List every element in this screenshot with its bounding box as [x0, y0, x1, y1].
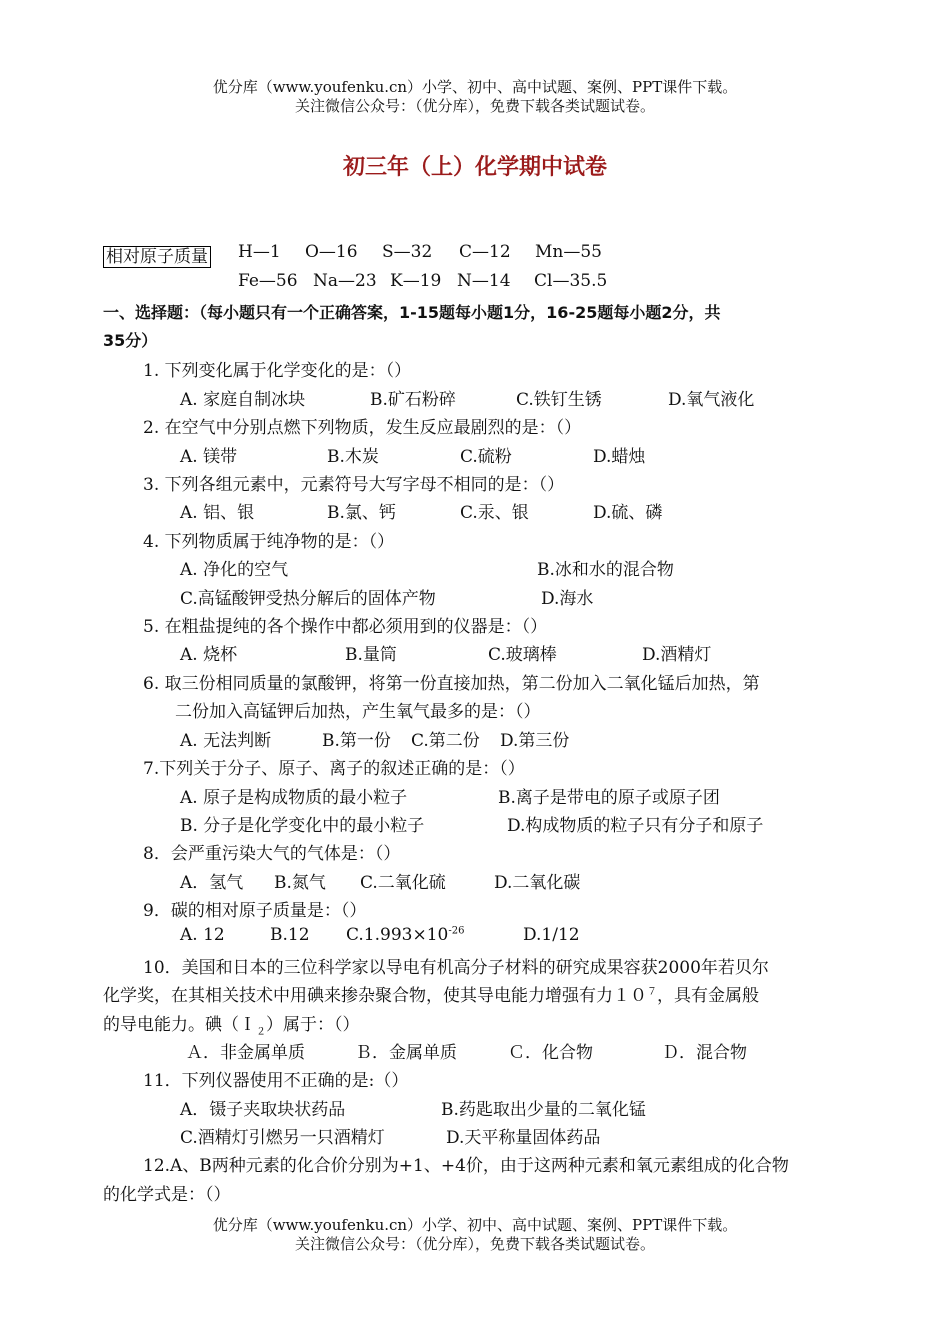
q9-stem: 9．碳的相对原子质量是：（）: [143, 901, 367, 921]
q3-option-b: B.氯、钙: [327, 503, 396, 523]
q11-option-c: C.酒精灯引燃另一只酒精灯: [180, 1128, 385, 1148]
page-title: 初三年（上）化学期中试卷: [342, 155, 607, 180]
atomic-mass-label: 相对原子质量: [103, 242, 211, 267]
atomic-mass-o: O—16: [305, 242, 358, 262]
q4-option-b: B.冰和水的混合物: [537, 560, 674, 580]
q9-option-a: A. 12: [180, 925, 225, 945]
atomic-mass-h: H—1: [238, 242, 281, 262]
q10-option-d: Ｄ．混合物: [662, 1043, 747, 1063]
q4-option-d: D.海水: [541, 589, 594, 609]
atomic-mass-fe: Fe—56: [238, 271, 298, 291]
q6-option-c: C.第二份: [411, 731, 480, 751]
q7-stem: 7.下列关于分子、原子、离子的叙述正确的是：（）: [143, 759, 525, 779]
q3-option-a: A. 铝、银: [180, 503, 255, 523]
q10-line-3: 的导电能力。碘（Ｉ$_2$）属于：（）: [103, 1015, 360, 1038]
atomic-mass-c: C—12: [459, 242, 511, 262]
q1-option-c: C.铁钉生锈: [516, 390, 602, 410]
q4-stem: 4. 下列物质属于纯净物的是：（）: [143, 532, 395, 552]
atomic-mass-na: Na—23: [313, 271, 377, 291]
q3-option-c: C.汞、银: [460, 503, 529, 523]
atomic-mass-cl: Cl—35.5: [534, 271, 608, 291]
q8-option-c: C.二氧化硫: [360, 873, 446, 893]
q1-option-a: A. 家庭自制冰块: [180, 390, 306, 410]
atomic-mass-n: N—14: [457, 271, 511, 291]
q10-superscript: ７: [647, 986, 657, 998]
q11-option-b: B.药匙取出少量的二氧化锰: [441, 1100, 646, 1120]
q11-option-a: A．镊子夹取块状药品: [180, 1100, 346, 1120]
q2-option-a: A. 镁带: [180, 447, 238, 467]
q6-option-b: B.第一份: [322, 731, 391, 751]
q6-stem-line-1: 6. 取三份相同质量的氯酸钾，将第一份直接加热，第二份加入二氧化锰后加热，第: [143, 674, 760, 694]
header-line-1: 优分库（www.youfenku.cn）小学、初中、高中试题、案例、PPT课件下载。: [212, 78, 738, 96]
q5-option-d: D.酒精灯: [642, 645, 712, 665]
q2-option-b: B.木炭: [327, 447, 379, 467]
q12-line-2: 的化学式是：（）: [103, 1185, 231, 1205]
q10-line-1: 10．美国和日本的三位科学家以导电有机高分子材料的研究成果容获2000年若贝尔: [143, 958, 769, 978]
q8-option-a: A．氢气: [180, 873, 244, 893]
q1-option-b: B.矿石粉碎: [370, 390, 456, 410]
q10-option-c: Ｃ．化合物: [508, 1043, 593, 1063]
q10-line-2: 化学奖，在其相关技术中用碘来掺杂聚合物，使其导电能力增强有力$10^7$，具有金属般: [103, 986, 759, 1006]
q5-option-a: A. 烧杯: [180, 645, 238, 665]
q7-option-d: D.构成物质的粒子只有分子和原子: [507, 816, 764, 836]
footer-line-1: 优分库（www.youfenku.cn）小学、初中、高中试题、案例、PPT课件下载。: [212, 1216, 738, 1234]
q3-stem: 3. 下列各组元素中，元素符号大写字母不相同的是：（）: [143, 475, 565, 495]
q4-option-c: C.高锰酸钾受热分解后的固体产物: [180, 589, 436, 609]
header-line-2: 关注微信公众号：（优分库），免费下载各类试题试卷。: [294, 97, 655, 115]
q2-option-c: C.硫粉: [460, 447, 512, 467]
q11-stem: 11．下列仪器使用不正确的是:（）: [143, 1071, 409, 1091]
q3-option-d: D.硫、磷: [593, 503, 663, 523]
q8-stem: 8．会严重污染大气的气体是：（）: [143, 844, 401, 864]
q4-option-a: A. 净化的空气: [180, 560, 289, 580]
q9-option-b: B.12: [270, 925, 310, 945]
q6-stem-line-2: 二份加入高锰钾后加热，产生氧气最多的是：（）: [175, 702, 541, 722]
q2-stem: 2. 在空气中分别点燃下列物质，发生反应最剧烈的是：（）: [143, 418, 582, 438]
atomic-mass-s: S—32: [382, 242, 433, 262]
q5-stem: 5. 在粗盐提纯的各个操作中都必须用到的仪器是：（）: [143, 617, 548, 637]
atomic-mass-k: K—19: [390, 271, 442, 291]
q7-option-c: B. 分子是化学变化中的最小粒子: [180, 816, 425, 836]
q11-option-d: D.天平称量固体药品: [446, 1128, 601, 1148]
q1-option-d: D.氧气液化: [668, 390, 755, 410]
q6-option-a: A. 无法判断: [180, 731, 272, 751]
q8-option-b: B.氮气: [274, 873, 326, 893]
q10-option-b: Ｂ．金属单质: [355, 1043, 457, 1063]
q5-option-c: C.玻璃棒: [488, 645, 557, 665]
footer-line-2: 关注微信公众号：（优分库），免费下载各类试题试卷。: [294, 1235, 655, 1253]
q6-option-d: D.第三份: [500, 731, 570, 751]
q9-option-d: D.1/12: [523, 925, 580, 945]
q2-option-d: D.蜡烛: [593, 447, 646, 467]
q9-exponent: -26: [448, 925, 465, 937]
q8-option-d: D.二氧化碳: [494, 873, 581, 893]
q10-subscript: ２: [256, 1026, 266, 1038]
atomic-mass-mn: Mn—55: [535, 242, 602, 262]
q10-option-a: Ａ．非金属单质: [186, 1043, 305, 1063]
section-heading-line-2: 35分）: [103, 331, 158, 350]
q9-option-c: $C.1.993\times 10^{-26}$: [346, 925, 465, 945]
section-heading-line-1: 一、选择题：（每小题只有一个正确答案，1-15题每小题1分，16-25题每小题2分，共: [103, 303, 721, 322]
q5-option-b: B.量筒: [345, 645, 397, 665]
q12-line-1: 12.A、B两种元素的化合价分别为+1、+4价，由于这两种元素和氧元素组成的化合物: [143, 1156, 789, 1176]
q1-stem: 1. 下列变化属于化学变化的是：（）: [143, 361, 412, 381]
q7-option-a: A. 原子是构成物质的最小粒子: [180, 788, 408, 808]
q7-option-b: B.离子是带电的原子或原子团: [498, 788, 720, 808]
